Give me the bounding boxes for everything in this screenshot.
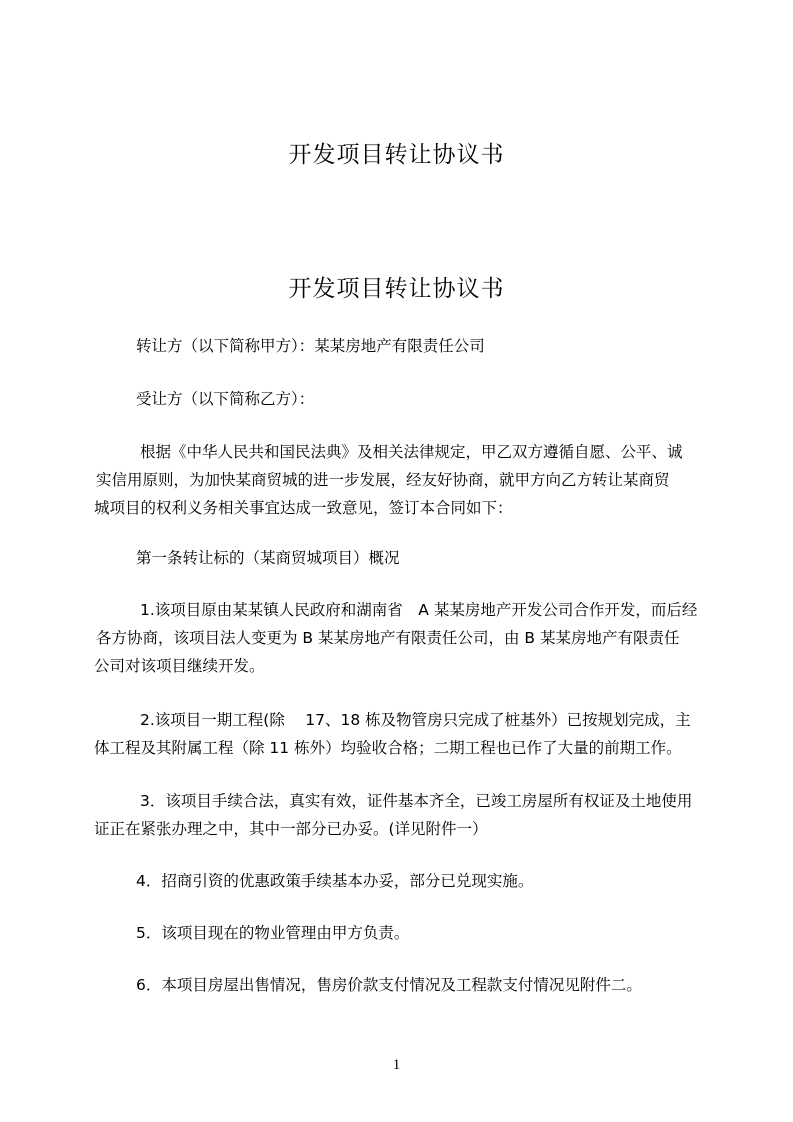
header-title: 开发项目转让协议书 <box>288 142 505 168</box>
item-2-line-1: 2.该项目一期工程(除 17、18 栋及物管房只完成了桩基外）已按规划完成，主 <box>140 711 691 729</box>
transferee-line: 受让方（以下简称乙方）： <box>136 390 315 408</box>
document-title: 开发项目转让协议书 <box>288 276 505 302</box>
item-3-line-1: 3．该项目手续合法，真实有效，证件基本齐全，已竣工房屋所有权证及土地使用 <box>140 792 693 810</box>
item-2-line-2: 体工程及其附属工程（除 11 栋外）均验收合格；二期工程也已作了大量的前期工作。 <box>94 739 682 757</box>
item-1-line-3: 公司对该项目继续开发。 <box>94 657 265 675</box>
preamble-line-3: 城项目的权利义务相关事宜达成一致意见，签订本合同如下： <box>94 499 513 517</box>
item-5: 5．该项目现在的物业管理由甲方负责。 <box>136 924 410 942</box>
preamble-line-2: 实信用原则，为加快某商贸城的进一步发展，经友好协商，就甲方向乙方转让某商贸 <box>96 471 670 489</box>
item-3-line-2: 证正在紧张办理之中，其中一部分已办妥。(详见附件一） <box>94 820 488 838</box>
transferor-line: 转让方（以下简称甲方）：某某房地产有限责任公司 <box>136 337 485 355</box>
item-1-line-2: 各方协商，该项目法人变更为 B 某某房地产有限责任公司，由 B 某某房地产有限责任 <box>96 629 680 647</box>
article1-heading: 第一条转让标的（某商贸城项目）概况 <box>136 549 400 567</box>
item-6: 6．本项目房屋出售情况，售房价款支付情况及工程款支付情况见附件二。 <box>136 976 642 994</box>
item-1-line-1: 1.该项目原由某某镇人民政府和湖南省 A 某某房地产开发公司合作开发，而后经 <box>140 601 698 619</box>
page-number: 1 <box>392 1057 401 1073</box>
item-4: 4．招商引资的优惠政策手续基本办妥，部分已兑现实施。 <box>136 872 534 890</box>
preamble-line-1: 根据《中华人民共和国民法典》及相关法律规定，甲乙双方遵循自愿、公平、诚 <box>140 443 683 461</box>
